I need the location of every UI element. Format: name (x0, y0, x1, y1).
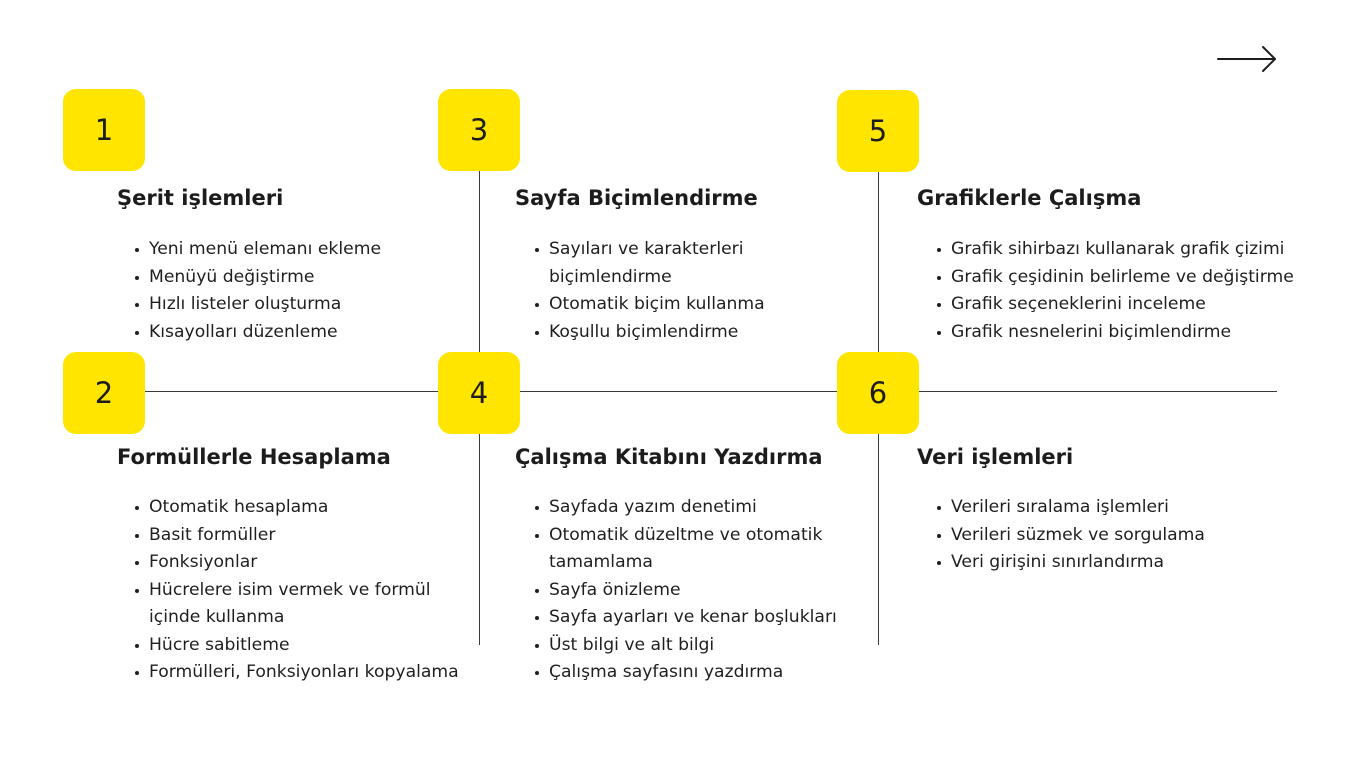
list-item: Sayfa ayarları ve kenar boşlukları (534, 604, 854, 632)
step-4-list (534, 494, 854, 687)
list-item: Koşullu biçimlendirme (534, 319, 792, 347)
list-item: Grafik seçeneklerini inceleme (936, 291, 1346, 319)
list-item: Grafik sihirbazı kullanarak grafik çizimi (936, 236, 1346, 264)
list-item: Üst bilgi ve alt bilgi (534, 632, 854, 660)
arrow-right-icon[interactable] (1214, 42, 1280, 76)
step-4-badge: 4 (438, 352, 520, 434)
list-item: Verileri süzmek ve sorgulama (936, 522, 1336, 550)
step-4-title: Çalışma Kitabını Yazdırma (515, 445, 823, 469)
list-item: Hızlı listeler oluşturma (134, 291, 464, 319)
list-item: Sayıları ve karakterleri biçimlendirme (534, 236, 792, 291)
step-6-list (936, 494, 1336, 577)
step-2-list (134, 494, 477, 687)
list-item: Sayfada yazım denetimi (534, 494, 854, 522)
step-1-badge: 1 (63, 89, 145, 171)
list-item: Hücre sabitleme (134, 632, 477, 660)
step-6-badge: 6 (837, 352, 919, 434)
step-3-badge: 3 (438, 89, 520, 171)
step-2-badge: 2 (63, 352, 145, 434)
list-item: Hücrelere isim vermek ve formül içinde kullanma (134, 577, 477, 632)
list-item: Veri girişini sınırlandırma (936, 549, 1336, 577)
timeline-horizontal-line (104, 391, 1277, 392)
list-item: Otomatik hesaplama (134, 494, 477, 522)
list-item: Menüyü değiştirme (134, 264, 464, 292)
step-3-title: Sayfa Biçimlendirme (515, 186, 758, 210)
list-item: Kısayolları düzenleme (134, 319, 464, 347)
list-item: Otomatik düzeltme ve otomatik tamamlama (534, 522, 854, 577)
list-item: Otomatik biçim kullanma (534, 291, 792, 319)
list-item: Fonksiyonlar (134, 549, 477, 577)
list-item: Grafik çeşidinin belirleme ve değiştirme (936, 264, 1346, 292)
list-item: Çalışma sayfasını yazdırma (534, 659, 854, 687)
step-5-title: Grafiklerle Çalışma (917, 186, 1142, 210)
step-3-list (534, 236, 792, 346)
list-item: Formülleri, Fonksiyonları kopyalama (134, 659, 477, 687)
step-1-list (134, 236, 464, 346)
list-item: Grafik nesnelerini biçimlendirme (936, 319, 1346, 347)
step-6-title: Veri işlemleri (917, 445, 1074, 469)
list-item: Verileri sıralama işlemleri (936, 494, 1336, 522)
step-1-title: Şerit işlemleri (117, 186, 284, 210)
list-item: Sayfa önizleme (534, 577, 854, 605)
step-5-badge: 5 (837, 90, 919, 172)
step-2-title: Formüllerle Hesaplama (117, 445, 391, 469)
list-item: Yeni menü elemanı ekleme (134, 236, 464, 264)
list-item: Basit formüller (134, 522, 477, 550)
step-5-list (936, 236, 1346, 346)
